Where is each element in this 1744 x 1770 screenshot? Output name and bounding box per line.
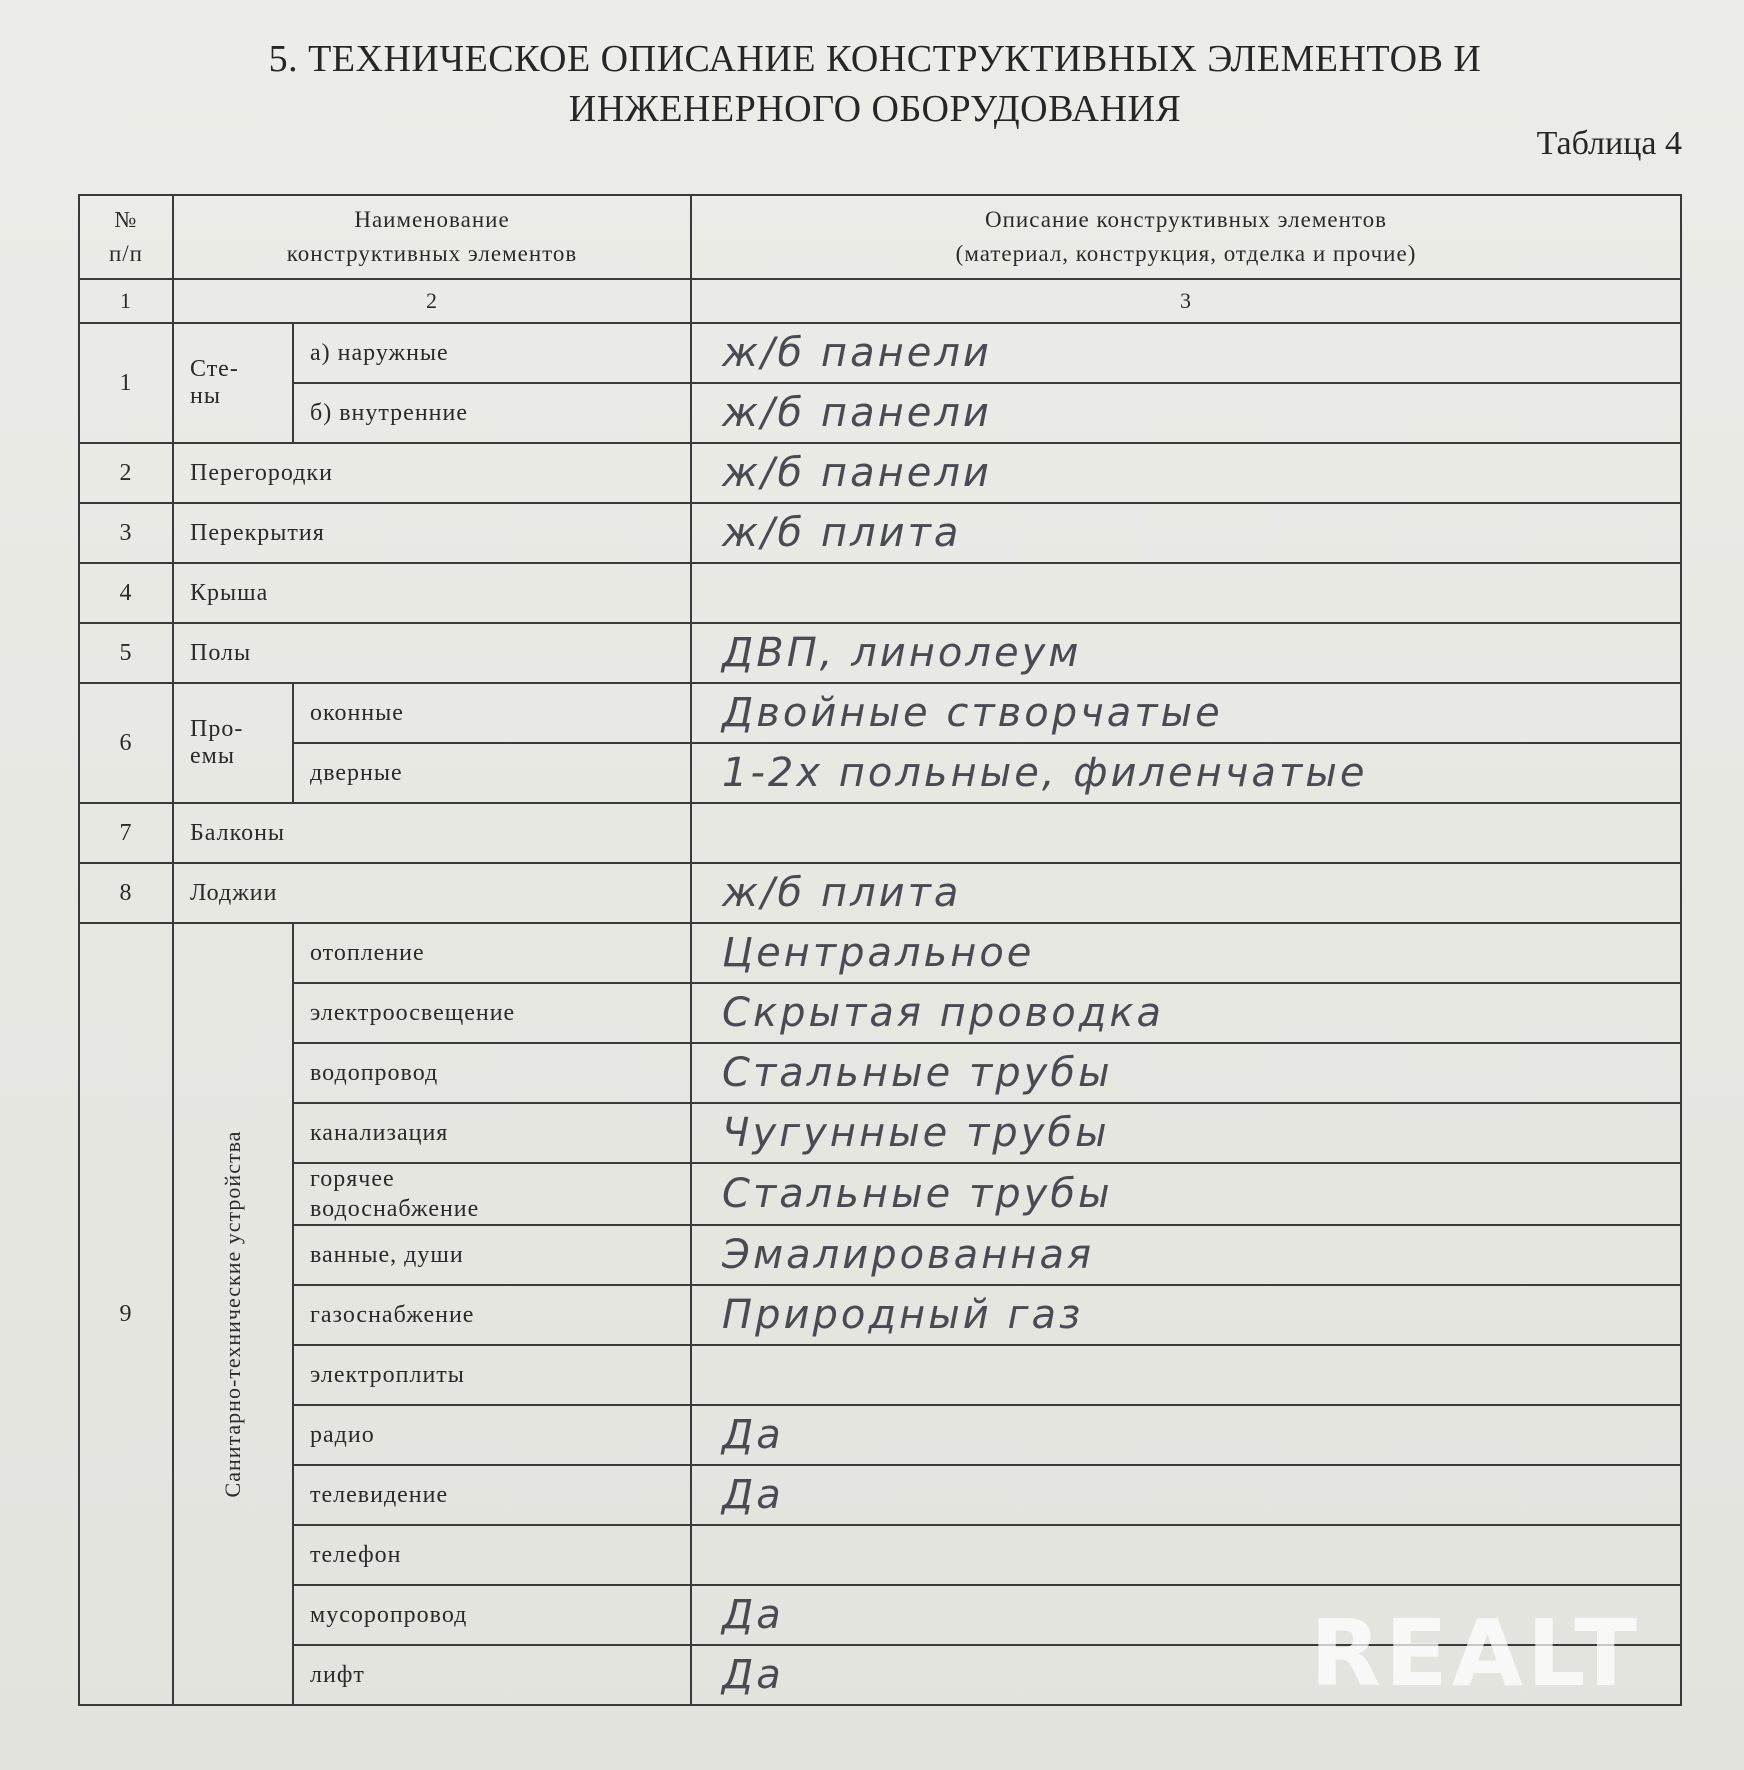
table-label: Таблица 4 xyxy=(1536,125,1682,162)
table-row xyxy=(79,443,1681,503)
row-value: ж/б плита xyxy=(691,503,1681,563)
row-label: канализация xyxy=(293,1103,691,1163)
row-label: Полы xyxy=(173,623,691,683)
row-value: ж/б панели xyxy=(691,323,1681,383)
table-row xyxy=(79,623,1681,683)
table-row xyxy=(79,503,1681,563)
document-title xyxy=(150,34,1600,134)
row-label: Перегородки xyxy=(173,443,691,503)
table-row xyxy=(79,1103,1681,1163)
row-value: Да xyxy=(691,1645,1681,1705)
table-row xyxy=(79,1225,1681,1285)
row-group-label: Сте- ны xyxy=(173,323,293,443)
table-row xyxy=(79,983,1681,1043)
row-value: Стальные трубы xyxy=(691,1163,1681,1225)
row-num: 1 xyxy=(79,323,173,443)
row-label: телевидение xyxy=(293,1465,691,1525)
table-row xyxy=(79,923,1681,983)
table-header-row xyxy=(79,195,1681,279)
row-label: оконные xyxy=(293,683,691,743)
construction-elements-table xyxy=(78,194,1682,1706)
row-label: ванные, души xyxy=(293,1225,691,1285)
column-number: 1 xyxy=(79,279,173,323)
table-row xyxy=(79,1465,1681,1525)
row-value xyxy=(691,803,1681,863)
row-num: 3 xyxy=(79,503,173,563)
table-row xyxy=(79,1405,1681,1465)
row-label: лифт xyxy=(293,1645,691,1705)
column-number: 3 xyxy=(691,279,1681,323)
row-label: электроплиты xyxy=(293,1345,691,1405)
row-value xyxy=(691,563,1681,623)
row-value xyxy=(691,1525,1681,1585)
table-row xyxy=(79,743,1681,803)
row-label: Лоджии xyxy=(173,863,691,923)
row-num: 2 xyxy=(79,443,173,503)
row-num: 8 xyxy=(79,863,173,923)
table-row xyxy=(79,323,1681,383)
row-label: горячее водоснабжение xyxy=(293,1163,691,1225)
row-value: Стальные трубы xyxy=(691,1043,1681,1103)
table-row xyxy=(79,1163,1681,1225)
row-label: б) внутренние xyxy=(293,383,691,443)
table-row xyxy=(79,803,1681,863)
row-value: ж/б панели xyxy=(691,443,1681,503)
row-label: отопление xyxy=(293,923,691,983)
row-group-label: Про- емы xyxy=(173,683,293,803)
row-num: 7 xyxy=(79,803,173,863)
table-row xyxy=(79,1525,1681,1585)
row-label: мусоропровод xyxy=(293,1585,691,1645)
row-value: Двойные створчатые xyxy=(691,683,1681,743)
row-value: ж/б плита xyxy=(691,863,1681,923)
row-num: 9 xyxy=(79,923,173,1705)
row-label: дверные xyxy=(293,743,691,803)
sanitary-group-label: Санитарно-технические устройства xyxy=(220,1130,245,1498)
title-line-2: ИНЖЕНЕРНОГО ОБОРУДОВАНИЯ xyxy=(568,88,1182,130)
row-value: ж/б панели xyxy=(691,383,1681,443)
row-label: телефон xyxy=(293,1525,691,1585)
table-row xyxy=(79,1285,1681,1345)
row-label: Балконы xyxy=(173,803,691,863)
row-value: Чугунные трубы xyxy=(691,1103,1681,1163)
column-number: 2 xyxy=(173,279,691,323)
row-label: Перекрытия xyxy=(173,503,691,563)
row-label: газоснабжение xyxy=(293,1285,691,1345)
row-value: Эмалированная xyxy=(691,1225,1681,1285)
row-value: 1-2х польные, филенчатые xyxy=(691,743,1681,803)
row-label: радио xyxy=(293,1405,691,1465)
title-line-1: 5. ТЕХНИЧЕСКОЕ ОПИСАНИЕ КОНСТРУКТИВНЫХ ЭЛЕМЕНТОВ И xyxy=(268,38,1482,80)
watermark-logo: REALT xyxy=(1310,1600,1642,1707)
row-value: Да xyxy=(691,1465,1681,1525)
row-value: ДВП, линолеум xyxy=(691,623,1681,683)
row-label: а) наружные xyxy=(293,323,691,383)
row-value: Да xyxy=(691,1405,1681,1465)
row-value: Да xyxy=(691,1585,1681,1645)
table-row xyxy=(79,683,1681,743)
table-row xyxy=(79,863,1681,923)
row-value: Центральное xyxy=(691,923,1681,983)
row-num: 4 xyxy=(79,563,173,623)
table-row xyxy=(79,563,1681,623)
header-desc: Описание конструктивных элементов (материал, конструкция, отделка и прочие) xyxy=(691,195,1681,279)
row-value xyxy=(691,1345,1681,1405)
column-number-row xyxy=(79,279,1681,323)
table-row xyxy=(79,1345,1681,1405)
row-label: водопровод xyxy=(293,1043,691,1103)
table-row xyxy=(79,383,1681,443)
row-value: Скрытая проводка xyxy=(691,983,1681,1043)
row-value: Природный газ xyxy=(691,1285,1681,1345)
row-label: электроосвещение xyxy=(293,983,691,1043)
row-num: 6 xyxy=(79,683,173,803)
row-label: Крыша xyxy=(173,563,691,623)
header-num: № п/п xyxy=(79,195,173,279)
table-row xyxy=(79,1043,1681,1103)
header-name: Наименование конструктивных элементов xyxy=(173,195,691,279)
row-num: 5 xyxy=(79,623,173,683)
row-group-label xyxy=(173,923,293,1705)
